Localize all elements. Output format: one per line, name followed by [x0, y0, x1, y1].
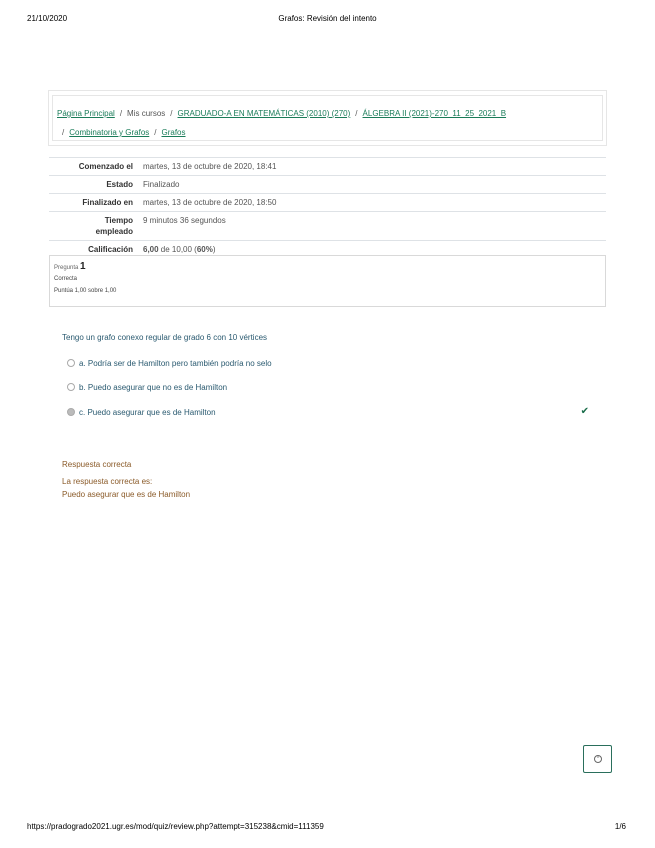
- summary-row-time: [49, 212, 606, 241]
- print-url: https://pradogrado2021.ugr.es/mod/quiz/review.php?attempt=315238&cmid=111359: [27, 822, 324, 831]
- feedback-right-answer-intro: La respuesta correcta es:: [62, 477, 153, 486]
- breadcrumb-section-link[interactable]: Combinatoria y Grafos: [69, 128, 150, 137]
- summary-value: 9 minutos 36 segundos: [143, 216, 226, 225]
- check-icon: ✔: [580, 406, 589, 417]
- back-to-top-button[interactable]: [583, 745, 612, 773]
- answer-option-c[interactable]: [67, 408, 597, 422]
- breadcrumb-separator: /: [355, 109, 358, 118]
- radio-button-selected[interactable]: [67, 408, 75, 416]
- answer-option-a[interactable]: [67, 359, 597, 373]
- breadcrumb-course-link[interactable]: ÁLGEBRA II (2021)-270_11_25_2021_B: [362, 109, 507, 118]
- summary-value: martes, 13 de octubre de 2020, 18:41: [143, 162, 277, 171]
- feedback: [62, 458, 190, 501]
- breadcrumb: [52, 95, 603, 141]
- breadcrumb-degree-link[interactable]: GRADUADO-A EN MATEMÁTICAS (2010) (270): [177, 109, 351, 118]
- print-title: Grafos: Revisión del intento: [278, 14, 377, 23]
- print-page-number: 1/6: [614, 822, 626, 831]
- breadcrumb-my-courses: Mis cursos: [127, 109, 166, 118]
- summary-row-state: [49, 176, 606, 194]
- question-info-box: [49, 255, 606, 307]
- print-date: 21/10/2020: [27, 14, 68, 23]
- breadcrumb-container: [48, 90, 607, 146]
- summary-value: Finalizado: [143, 180, 180, 189]
- summary-row-started: [49, 158, 606, 176]
- arrow-up-icon: ^: [594, 755, 602, 763]
- grade-end: ): [212, 245, 216, 254]
- breadcrumb-quiz-link[interactable]: Grafos: [161, 128, 186, 137]
- attempt-summary-table: [49, 157, 606, 258]
- summary-label: Comenzado el: [78, 162, 133, 171]
- summary-row-finished: [49, 194, 606, 212]
- summary-label: Finalizado en: [82, 198, 133, 207]
- question-state: Correcta: [54, 276, 78, 282]
- question-number-prefix: Pregunta: [54, 265, 79, 271]
- print-footer: [0, 822, 655, 834]
- summary-label: Estado: [106, 180, 133, 189]
- grade-percent: 60%: [196, 245, 213, 254]
- breadcrumb-separator: /: [154, 128, 157, 137]
- feedback-result: Respuesta correcta: [62, 460, 132, 469]
- summary-value: martes, 13 de octubre de 2020, 18:50: [143, 198, 277, 207]
- breadcrumb-home-link[interactable]: Página Principal: [57, 109, 115, 118]
- breadcrumb-separator: /: [62, 128, 65, 137]
- answer-label: c. Puedo asegurar que es de Hamilton: [79, 408, 216, 417]
- question-grade: Puntúa 1,00 sobre 1,00: [54, 288, 117, 294]
- grade-mid: de 10,00 (: [158, 245, 197, 254]
- summary-label: Tiempo empleado: [95, 216, 133, 236]
- feedback-right-answer: Puedo asegurar que es de Hamilton: [62, 490, 191, 499]
- print-header: [0, 14, 655, 26]
- question-number: [54, 261, 601, 272]
- answer-label: b. Puedo asegurar que no es de Hamilton: [79, 383, 228, 392]
- answer-label: a. Podría ser de Hamilton pero también podría no selo: [79, 359, 272, 368]
- answer-option-b[interactable]: [67, 383, 597, 397]
- radio-button[interactable]: [67, 359, 75, 367]
- radio-button[interactable]: [67, 383, 75, 391]
- breadcrumb-separator: /: [170, 109, 173, 118]
- question-number-value: 1: [80, 261, 86, 272]
- question-text: Tengo un grafo conexo regular de grado 6 con 10 vértices: [62, 333, 268, 342]
- summary-label: Calificación: [88, 245, 133, 254]
- grade-score: 6,00: [143, 245, 159, 254]
- breadcrumb-separator: /: [119, 109, 123, 118]
